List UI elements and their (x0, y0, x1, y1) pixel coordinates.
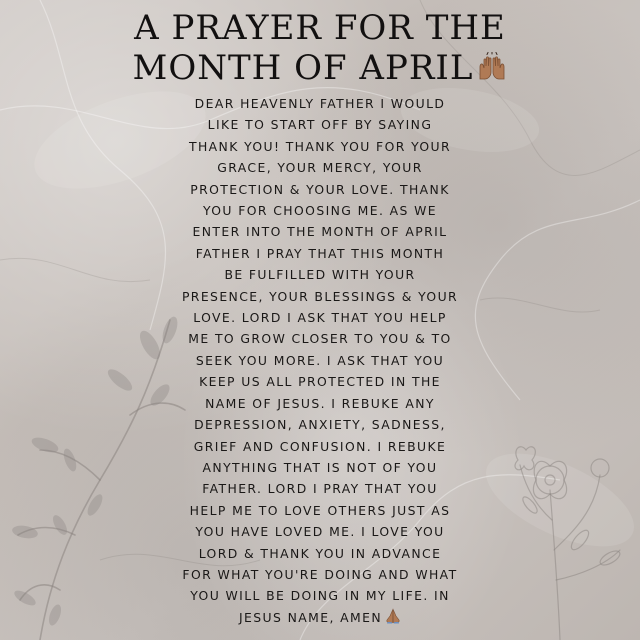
prayer-line: NAME OF JESUS. I REBUKE ANY (205, 395, 435, 411)
praying-hands-icon (385, 608, 401, 624)
prayer-line: FATHER I PRAY THAT THIS MONTH (195, 245, 445, 261)
prayer-line: FOR WHAT YOU'RE DOING AND WHAT (182, 566, 458, 582)
prayer-line: ANYTHING THAT IS NOT OF YOU (202, 459, 438, 475)
prayer-line: GRACE, YOUR MERCY, YOUR (217, 160, 423, 176)
prayer-line: LOVE. LORD I ASK THAT YOU HELP (193, 310, 447, 326)
page-title (0, 8, 640, 88)
prayer-line: PROTECTION & YOUR LOVE. THANK (190, 181, 450, 197)
prayer-line: ME TO GROW CLOSER TO YOU & TO (188, 331, 452, 347)
prayer-line: YOU HAVE LOVED ME. I LOVE YOU (195, 524, 445, 540)
prayer-line: SEEK YOU MORE. I ASK THAT YOU (195, 352, 445, 368)
wildflower-right-icon (480, 380, 640, 640)
prayer-line: THANK YOU! THANK YOU FOR YOUR (188, 138, 451, 154)
prayer-line: KEEP US ALL PROTECTED IN THE (199, 374, 441, 390)
prayer-line: DEAR HEAVENLY FATHER I WOULD (194, 96, 446, 111)
prayer-line: JESUS NAME, AMEN (238, 609, 383, 625)
prayer-line-last (150, 607, 490, 628)
prayer-line: YOU FOR CHOOSING ME. AS WE (202, 203, 438, 219)
prayer-line: FATHER. LORD I PRAY THAT YOU (202, 481, 438, 497)
prayer-line: YOU WILL BE DOING IN MY LIFE. IN (190, 588, 450, 604)
title-line-2 (0, 48, 640, 88)
prayer-line: DEPRESSION, ANXIETY, SADNESS, (194, 417, 446, 433)
prayer-line: GRIEF AND CONFUSION. I REBUKE (193, 438, 447, 454)
raised-hands-icon (477, 52, 507, 82)
prayer-line: LORD & THANK YOU IN ADVANCE (198, 545, 442, 561)
prayer-line: ENTER INTO THE MONTH OF APRIL (192, 224, 448, 240)
prayer-body (150, 93, 490, 628)
prayer-line: BE FULFILLED WITH YOUR (224, 267, 416, 283)
prayer-line: LIKE TO START OFF BY SAYING (207, 117, 433, 133)
prayer-line: HELP ME TO LOVE OTHERS JUST AS (189, 502, 451, 518)
title-line-1: A PRAYER FOR THE (134, 8, 506, 48)
prayer-line: PRESENCE, YOUR BLESSINGS & YOUR (181, 288, 459, 304)
title-line-2-text: MONTH OF APRIL (132, 48, 474, 88)
